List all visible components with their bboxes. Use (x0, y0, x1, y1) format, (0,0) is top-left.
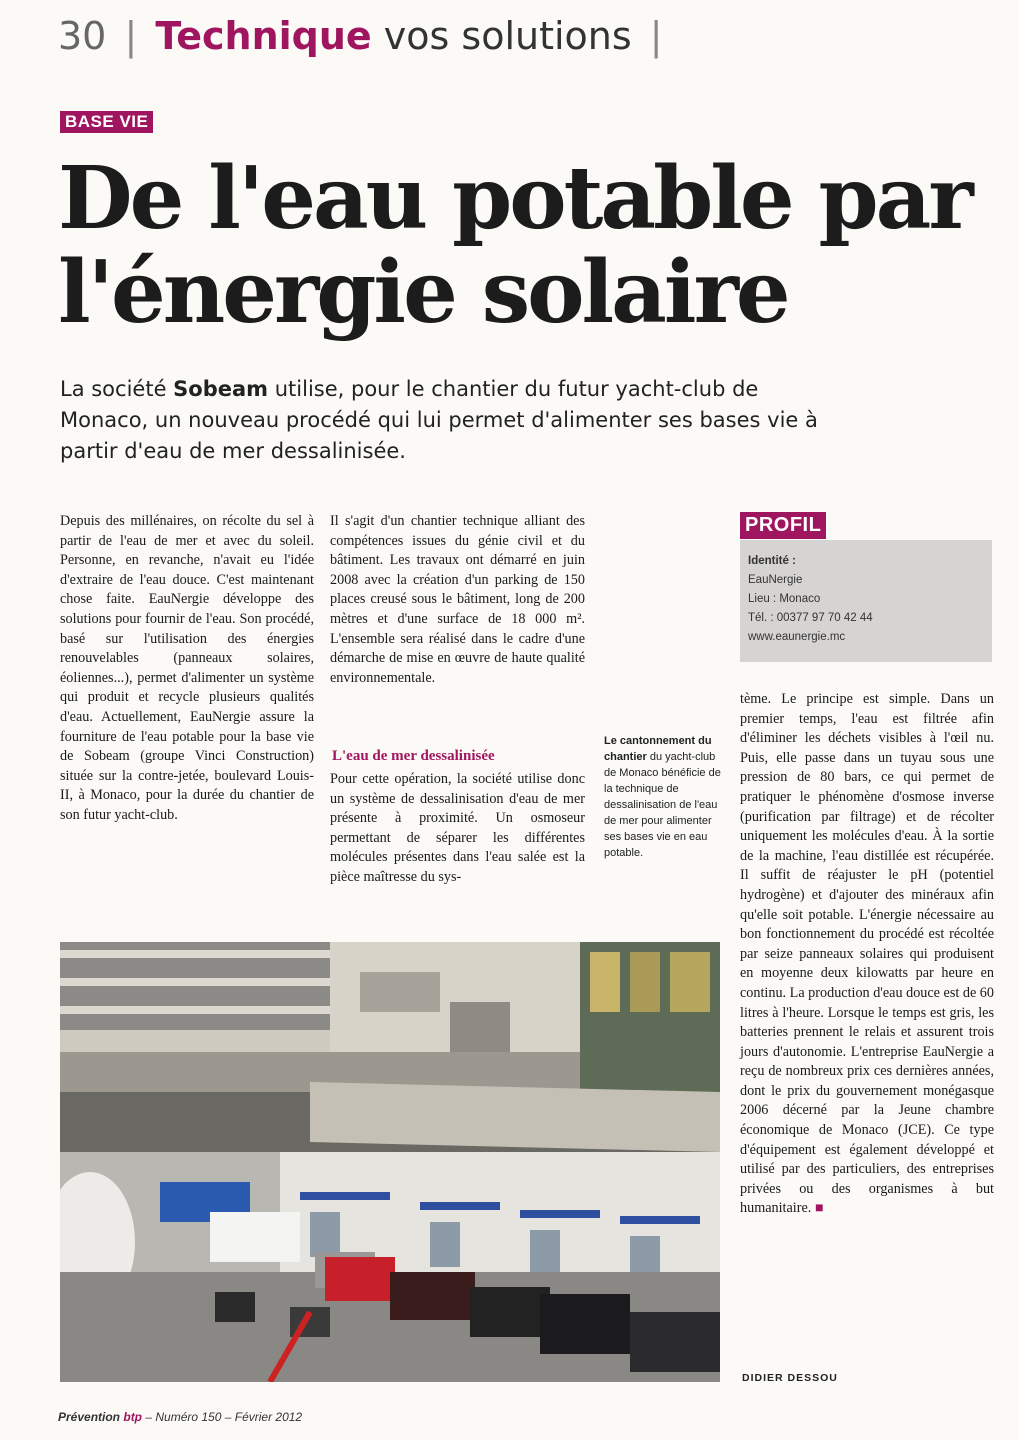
footer-brand: Prévention (58, 1410, 121, 1424)
kicker-badge: BASE VIE (60, 111, 153, 133)
profil-tel: Tél. : 00377 97 70 42 44 (748, 612, 873, 624)
page-footer (58, 1410, 302, 1424)
subsection-title: vos solutions (383, 14, 632, 58)
profil-tag: PROFIL (740, 512, 826, 539)
photo-caption (604, 733, 729, 861)
lead-text-start: La société (60, 377, 174, 401)
page-number: 30 (58, 14, 107, 58)
body-column-3 (740, 690, 994, 1219)
lead-text-end: utilise, pour le chantier du futur yacht-club de Monaco, un nouveau procédé qui lui permet d'alimenter ses bases vie à partir d'eau de mer dessalinisée. (60, 377, 818, 463)
article-byline: DIDIER DESSOU (742, 1372, 838, 1384)
profil-identity-label: Identité : (748, 555, 796, 567)
profil-lieu: Lieu : Monaco (748, 593, 821, 605)
profil-box (740, 540, 992, 662)
page-header (58, 14, 669, 66)
profil-web[interactable]: www.eaunergie.mc (748, 631, 846, 643)
article-lead (60, 374, 840, 467)
lead-company: Sobeam (173, 377, 269, 401)
article-headline: De l'eau potable par l'énergie solaire (58, 148, 971, 343)
caption-text: du yacht-club de Monaco bénéficie de la technique de dessalinisation de l'eau de mer pour alimenter ses bases vie en eau potable. (604, 751, 721, 859)
footer-issue: – Numéro 150 – Février 2012 (142, 1410, 303, 1424)
header-separator: | (124, 14, 138, 58)
header-end-separator: | (649, 14, 663, 58)
section-title: Technique (155, 14, 372, 58)
article-subhead: L'eau de mer dessalinisée (332, 748, 495, 764)
end-mark-icon: ■ (814, 1200, 824, 1217)
body-column-2: Il s'agit d'un chantier technique alliant des compétences issues du génie civil et du bâtiment. Les travaux ont démarré en juin 2008 avec la création d'un parking de 150 places creusé sous le bâtiment, long de 200 mètres et d'une surface de 18 000 m². L'ensemble sera réalisé dans le cadre d'une démarche de mise en œuvre de haute qualité environnementale. (330, 513, 585, 686)
caption-lead: Le cantonnement du chantier (604, 735, 712, 763)
body-column-1: Depuis des millénaires, on récolte du sel à partir de l'eau de mer et avec du soleil. Personne, en revanche, n'avait eu l'idée d'extraire de l'eau douce. C'est maintenant chose faite. EauNergie développe des solutions pour fournir de l'eau. Son procédé, basé sur l'utilisation des énergies renouvelables (panneaux solaires, éoliennes...), permet d'alimenter un système qui produit et recycle plusieurs qualités d'eau. Actuellement, EauNergie assure la fourniture de l'eau potable pour la base vie de Sobeam (groupe Vinci Construction) située sur la contre-jetée, boulevard Louis-II, à Monaco, pour la durée du chantier de son futur yacht-club. (60, 513, 314, 823)
column-3-text: tème. Le principe est simple. Dans un premier temps, l'eau est filtrée afin d'éliminer les déchets visibles à l'œil nu. Puis, elle passe dans un tuyau sous une pression de 80 bars, ce qui permet de pratiquer le phénomène d'osmose inverse (purification par filtrage) et de récolter uniquement les molécules d'eau. À la sortie de la machine, l'eau distillée est récupérée. Il suffit de réajuster le pH (potentiel hydrogène) et d'ajouter des minéraux afin qu'elle soit potable. L'énergie nécessaire au bon fonctionnement du procédé est récoltée par seize panneaux solaires qui produisent en moyenne deux kilowatts par heure en continu. La production d'eau douce est de 60 litres à l'heure. Lorsque le temps est gris, les batteries prennent le relais et assurent trois jours d'autonomie. L'entreprise EauNergie a reçu de nombreux prix ces dernières années, dont le prix du gouvernement monégasque 2006 décerné par la Jeune chambre économique de Monaco (JCE). Ce type d'équipement est également développé et utilisé par des particuliers, des entreprises privées ou des organismes à but humanitaire. (740, 691, 994, 1217)
profil-name: EauNergie (748, 574, 803, 586)
body-column-2-continued: Pour cette opération, la société utilise donc un système de dessalinisation d'eau de mer présente à proximité. Un osmoseur permettant de séparer les différentes molécules présentes dans l'eau salée est la pièce maîtresse du sys- (330, 771, 585, 885)
footer-brand-btp: btp (123, 1410, 143, 1424)
construction-site-photo (60, 942, 720, 1382)
